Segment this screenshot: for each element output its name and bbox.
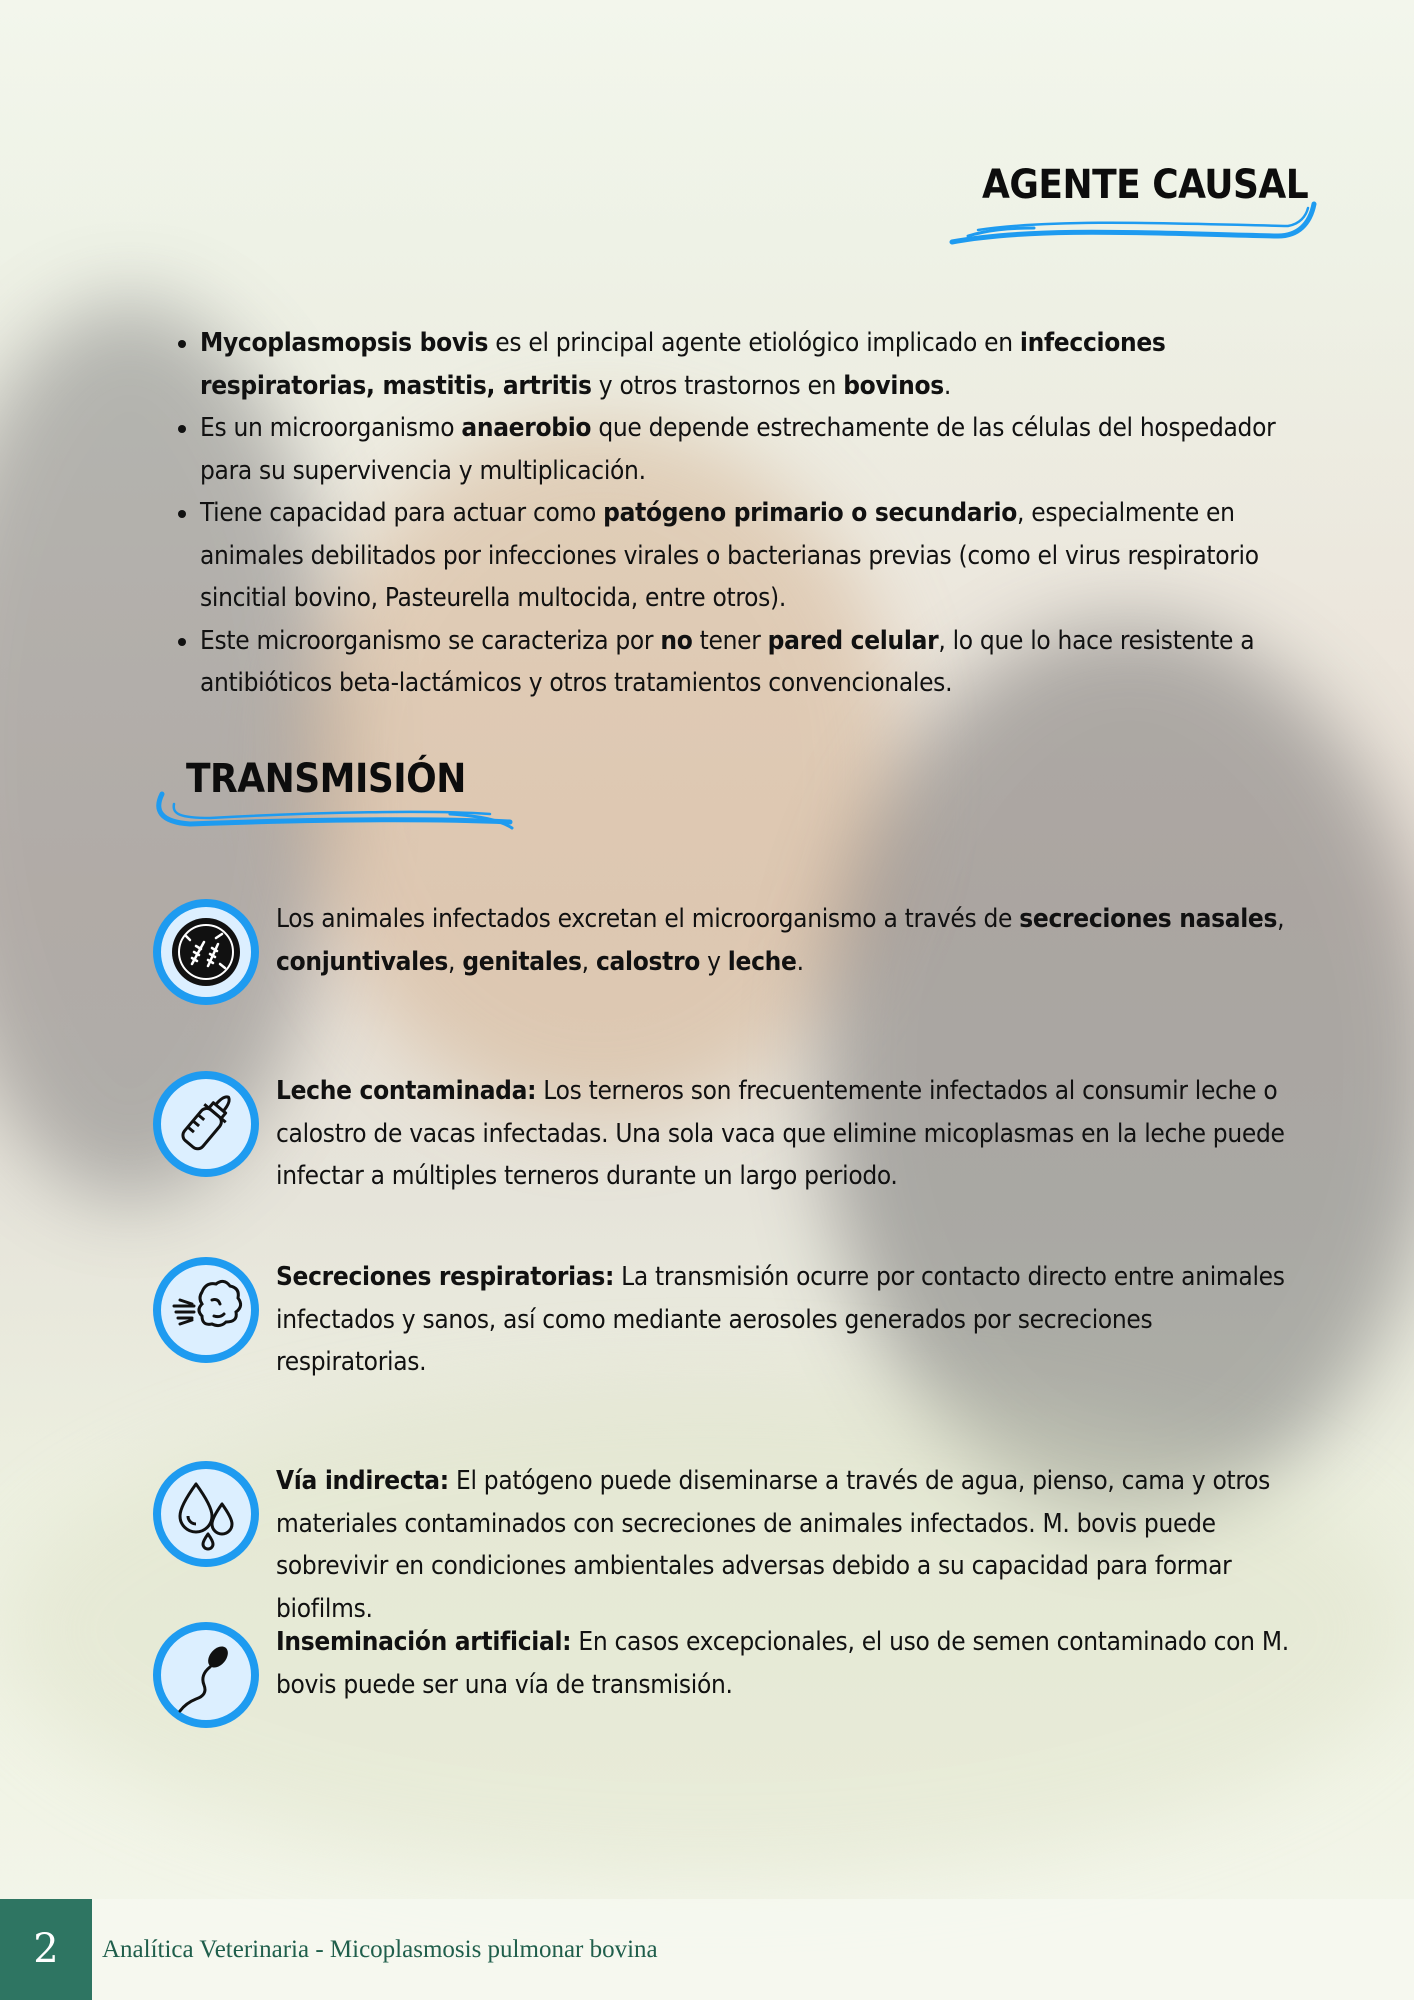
bullet-item <box>200 407 1330 492</box>
bullet-item <box>200 620 1330 705</box>
title-underline-swoosh <box>150 790 520 840</box>
bold-text: Leche contaminada: <box>276 1076 537 1106</box>
bold-text: secreciones nasales <box>1019 904 1278 934</box>
transmission-text <box>276 1070 1300 1198</box>
transmission-text <box>276 1460 1300 1630</box>
page-number: 2 <box>0 1899 92 2000</box>
text: y <box>700 946 728 977</box>
bold-text: calostro <box>595 946 700 977</box>
text: La transmisión ocurre por contacto directo entre animales infectados y sanos, así como mediante aerosoles generados por secreciones respiratorias. <box>276 1262 1285 1377</box>
bacteria-icon <box>152 898 260 1006</box>
text: que depende estrechamente de las células del hospedador para su supervivencia y multiplicación. <box>200 413 1276 486</box>
bold-text: Mycoplasmopsis bovis <box>200 328 489 358</box>
text: . <box>796 946 804 977</box>
bullet-item <box>200 322 1330 407</box>
bold-text: anaerobio <box>461 413 592 443</box>
bold-text: leche <box>727 946 797 977</box>
page-footer <box>0 1899 1414 2000</box>
text: y otros trastornos en <box>591 370 844 401</box>
bold-text: pared celular <box>767 625 939 656</box>
bold-text: conjuntivales <box>276 946 449 977</box>
text: Este microorganismo se caracteriza por <box>200 625 661 656</box>
text: Tiene capacidad para actuar como <box>200 498 604 528</box>
bold-text: no <box>660 625 693 656</box>
bold-text: Secreciones respiratorias: <box>276 1262 615 1292</box>
bold-text: Inseminación artificial: <box>276 1627 572 1657</box>
text: , <box>1277 904 1285 934</box>
text: El patógeno puede diseminarse a través de agua, pienso, cama y otros materiales contaminados con secreciones de animales infectados. M. bovis puede sobrevivir en condiciones ambientales adversas debido a su capacidad para formar biofilms. <box>276 1466 1271 1624</box>
section-title-transmision: TRANSMISIÓN <box>186 756 466 802</box>
footer-title: Analítica Veterinaria - Micoplasmosis pulmonar bovina <box>102 1936 658 1963</box>
sperm-icon <box>152 1621 260 1729</box>
transmission-text <box>276 1621 1300 1706</box>
bold-text: infecciones respiratorias, mastitis, artritis <box>200 328 1166 401</box>
text: , especialmente en animales debilitados por infecciones virales o bacterianas previas (como el virus respiratorio sincitial bovino, Pasteurella multocida, entre otros). <box>200 498 1259 613</box>
transmission-text <box>276 1256 1300 1384</box>
bold-text: patógeno primario o secundario <box>603 498 1017 528</box>
bold-text: bovinos <box>843 370 944 401</box>
text: es el principal agente etiológico implicado en <box>488 328 1020 358</box>
bullet-item <box>200 492 1330 620</box>
text: Los animales infectados excretan el microorganismo a través de <box>276 904 1020 934</box>
bold-text: Vía indirecta: <box>276 1466 449 1496</box>
text: , <box>448 946 463 977</box>
agente-bullet-list <box>168 322 1330 705</box>
section-title-agente-causal: AGENTE CAUSAL <box>982 162 1309 208</box>
baby-bottle-icon <box>152 1070 260 1178</box>
title-underline-swoosh <box>948 200 1322 250</box>
text: . <box>943 370 951 401</box>
water-drops-icon <box>152 1460 260 1568</box>
text: , <box>581 946 596 977</box>
text: tener <box>692 625 768 656</box>
text: En casos excepcionales, el uso de semen contaminado con M. bovis puede ser una vía de transmisión. <box>276 1627 1289 1700</box>
text: Es un microorganismo <box>200 413 462 443</box>
text: , lo que lo hace resistente a antibióticos beta-lactámicos y otros tratamientos convencionales. <box>200 625 1255 698</box>
sneeze-cloud-icon <box>152 1256 260 1364</box>
transmission-text <box>276 898 1300 983</box>
text: Los terneros son frecuentemente infectados al consumir leche o calostro de vacas infectadas. Una sola vaca que elimine micoplasmas en la leche puede infectar a múltiples terneros durante un largo periodo. <box>276 1076 1285 1191</box>
bold-text: genitales <box>462 946 582 977</box>
